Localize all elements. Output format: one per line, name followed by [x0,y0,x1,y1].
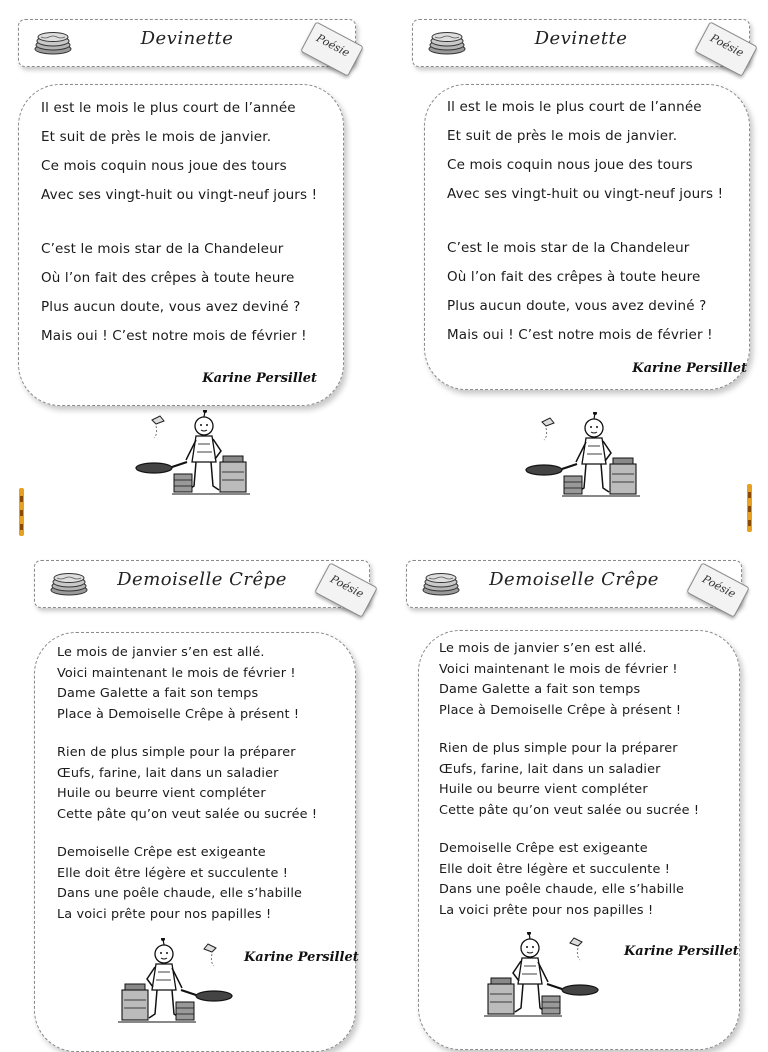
poem-line: Œufs, farine, lait dans un saladier [439,761,661,777]
poem-line: Plus aucun doute, vous avez deviné ? [41,299,301,315]
poesie-tag [313,571,377,611]
poem-line: Voici maintenant le mois de février ! [439,661,678,677]
header-demoiselle-right [406,560,742,608]
poem-line: Elle doit être légère et succulente ! [439,861,670,877]
poem-title: Devinette [534,28,628,49]
author-signature: Karine Persillet [632,361,747,376]
poem-line: Voici maintenant le mois de février ! [57,665,296,681]
poem-line: Avec ses vingt-huit ou vingt-neuf jours ! [41,187,318,203]
flame-decoration-icon [18,488,25,536]
poem-title: Demoiselle Crêpe [117,569,287,590]
header-devinette-left [18,19,356,67]
poem-line: Mais oui ! C’est notre mois de février ! [447,327,713,343]
poesie-tag-label: Poésie [708,31,746,60]
poem-line: La voici prête pour nos papilles ! [439,902,654,918]
poem-line: C’est le mois star de la Chandeleur [447,240,690,256]
poem-line: Cette pâte qu’on veut salée ou sucrée ! [439,802,700,818]
poem-line: Ce mois coquin nous joue des tours [41,158,287,174]
poem-line: Dans une poêle chaude, elle s’habille [439,882,685,897]
poem-line: Et suit de près le mois de janvier. [447,128,678,144]
poesie-tag-label: Poésie [700,572,738,601]
author-signature: Karine Persillet [244,950,359,965]
flame-decoration-icon [746,484,753,532]
poem-line: Il est le mois le plus court de l’année [447,99,702,115]
poem-line: Œufs, farine, lait dans un saladier [57,765,279,781]
poem-line: Dame Galette a fait son temps [57,686,259,701]
poem-line: Demoiselle Crêpe est exigeante [439,841,648,856]
poem-line: Huile ou beurre vient compléter [439,782,648,797]
boy-flipping-crepe-illustration [522,412,646,504]
poem-line: Place à Demoiselle Crêpe à présent ! [439,702,682,718]
poem-title: Devinette [140,28,234,49]
author-signature: Karine Persillet [624,944,739,959]
header-demoiselle-left [34,560,370,608]
poem-line: Ce mois coquin nous joue des tours [447,157,693,173]
poem-line: Rien de plus simple pour la préparer [57,745,296,760]
boy-flipping-crepe-illustration [478,932,602,1024]
poem-line: Mais oui ! C’est notre mois de février ! [41,328,307,344]
poem-line: Dame Galette a fait son temps [439,682,641,697]
poem-line: Rien de plus simple pour la préparer [439,741,678,756]
poem-line: Place à Demoiselle Crêpe à présent ! [57,706,300,722]
poesie-tag-label: Poésie [328,572,366,601]
poem-line: Le mois de janvier s’en est allé. [439,641,647,656]
poem-line: Huile ou beurre vient compléter [57,786,266,801]
boy-flipping-crepe-illustration [112,938,236,1030]
poem-line: Il est le mois le plus court de l’année [41,100,296,116]
poem-line: Demoiselle Crêpe est exigeante [57,845,266,860]
poesie-tag [299,30,363,70]
poem-line: Le mois de janvier s’en est allé. [57,645,265,660]
poem-line: Cette pâte qu’on veut salée ou sucrée ! [57,806,318,822]
boy-flipping-crepe-illustration [132,410,256,502]
poem-line: Avec ses vingt-huit ou vingt-neuf jours ! [447,186,724,202]
poem-box-devinette-left [18,84,344,406]
poesie-tag [693,30,757,70]
poem-line: C’est le mois star de la Chandeleur [41,241,284,257]
poem-line: Où l’on fait des crêpes à toute heure [41,270,295,286]
poem-line: Elle doit être légère et succulente ! [57,865,288,881]
poem-title: Demoiselle Crêpe [489,569,659,590]
header-devinette-right [412,19,750,67]
author-signature: Karine Persillet [202,371,317,386]
poem-line: Où l’on fait des crêpes à toute heure [447,269,701,285]
poem-line: Plus aucun doute, vous avez deviné ? [447,298,707,314]
poem-line: La voici prête pour nos papilles ! [57,906,272,922]
poem-line: Dans une poêle chaude, elle s’habille [57,886,303,901]
poesie-tag-label: Poésie [314,31,352,60]
poem-line: Et suit de près le mois de janvier. [41,129,272,145]
poem-box-devinette-right [424,84,750,390]
poesie-tag [685,571,749,611]
